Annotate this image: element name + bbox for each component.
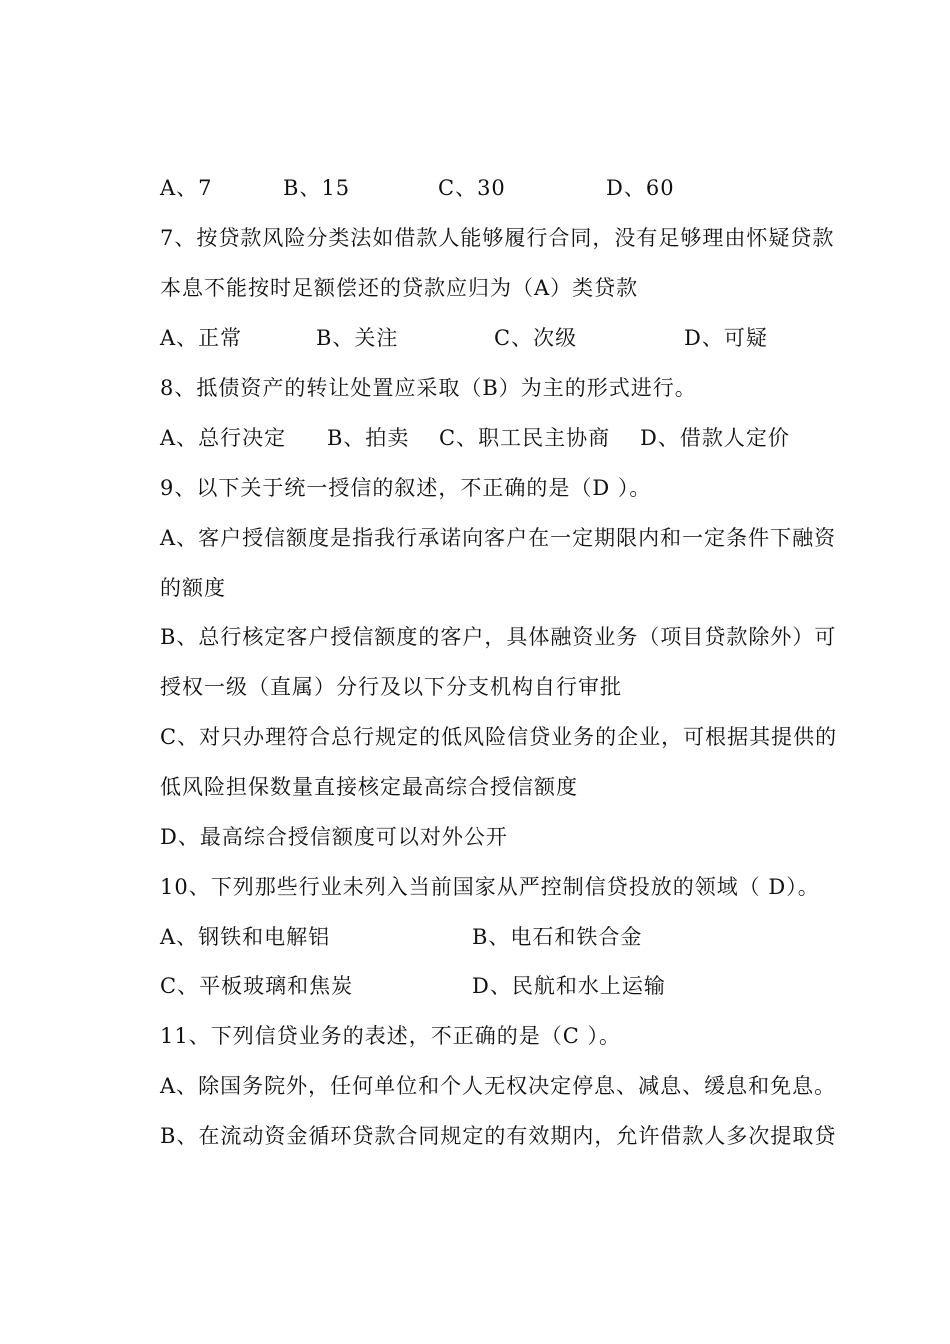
q6-option-c: C、30 [438, 176, 506, 200]
q9-question-line1: 9、以下关于统一授信的叙述，不正确的是（D ）。 [160, 476, 652, 500]
q10-question-line1: 10、下列那些行业未列入当前国家从严控制信贷投放的领域（ D）。 [160, 875, 820, 899]
q6-option-a: A、7 [160, 176, 213, 200]
q6-option-d: D、60 [606, 176, 675, 200]
q8-question-line1: 8、抵债资产的转让处置应采取（B）为主的形式进行。 [160, 376, 697, 400]
q11-option-a-line1: A、除国务院外，任何单位和个人无权决定停息、减息、缓息和免息。 [160, 1074, 837, 1098]
q8-option-b: B、拍卖 [327, 426, 410, 450]
q9-option-a-line2: 的额度 [160, 576, 226, 600]
q9-option-b-line1: B、总行核定客户授信额度的客户，具体融资业务（项目贷款除外）可 [160, 625, 837, 649]
q8-option-a: A、总行决定 [160, 426, 287, 450]
q10-option-a: A、钢铁和电解铝 [160, 925, 331, 949]
q7-question-line1: 7、按贷款风险分类法如借款人能够履行合同，没有足够理由怀疑贷款 [160, 226, 835, 250]
q8-option-d: D、借款人定价 [640, 426, 790, 450]
q7-option-d: D、可疑 [684, 326, 768, 350]
q7-option-c: C、次级 [494, 326, 578, 350]
q11-option-b-line1: B、在流动资金循环贷款合同规定的有效期内，允许借款人多次提取贷 [160, 1124, 837, 1148]
q7-option-a: A、正常 [160, 326, 243, 350]
q9-option-d-line1: D、最高综合授信额度可以对外公开 [160, 825, 508, 849]
q10-option-b: B、电石和铁合金 [472, 925, 643, 949]
q9-option-c-line1: C、对只办理符合总行规定的低风险信贷业务的企业，可根据其提供的 [160, 725, 838, 749]
q11-question-line1: 11、下列信贷业务的表述，不正确的是（C ）。 [160, 1024, 621, 1048]
q10-option-d: D、民航和水上运输 [472, 974, 666, 998]
q7-question-line2: 本息不能按时足额偿还的贷款应归为（A）类贷款 [160, 276, 639, 300]
q9-option-a-line1: A、客户授信额度是指我行承诺向客户在一定期限内和一定条件下融资 [160, 526, 837, 550]
q6-option-b: B、15 [283, 176, 351, 200]
q10-option-c: C、平板玻璃和焦炭 [160, 974, 354, 998]
q8-option-c: C、职工民主协商 [439, 426, 611, 450]
q9-option-b-line2: 授权一级（直属）分行及以下分支机构自行审批 [160, 675, 622, 699]
q7-option-b: B、关注 [316, 326, 399, 350]
q9-option-c-line2: 低风险担保数量直接核定最高综合授信额度 [160, 775, 578, 799]
